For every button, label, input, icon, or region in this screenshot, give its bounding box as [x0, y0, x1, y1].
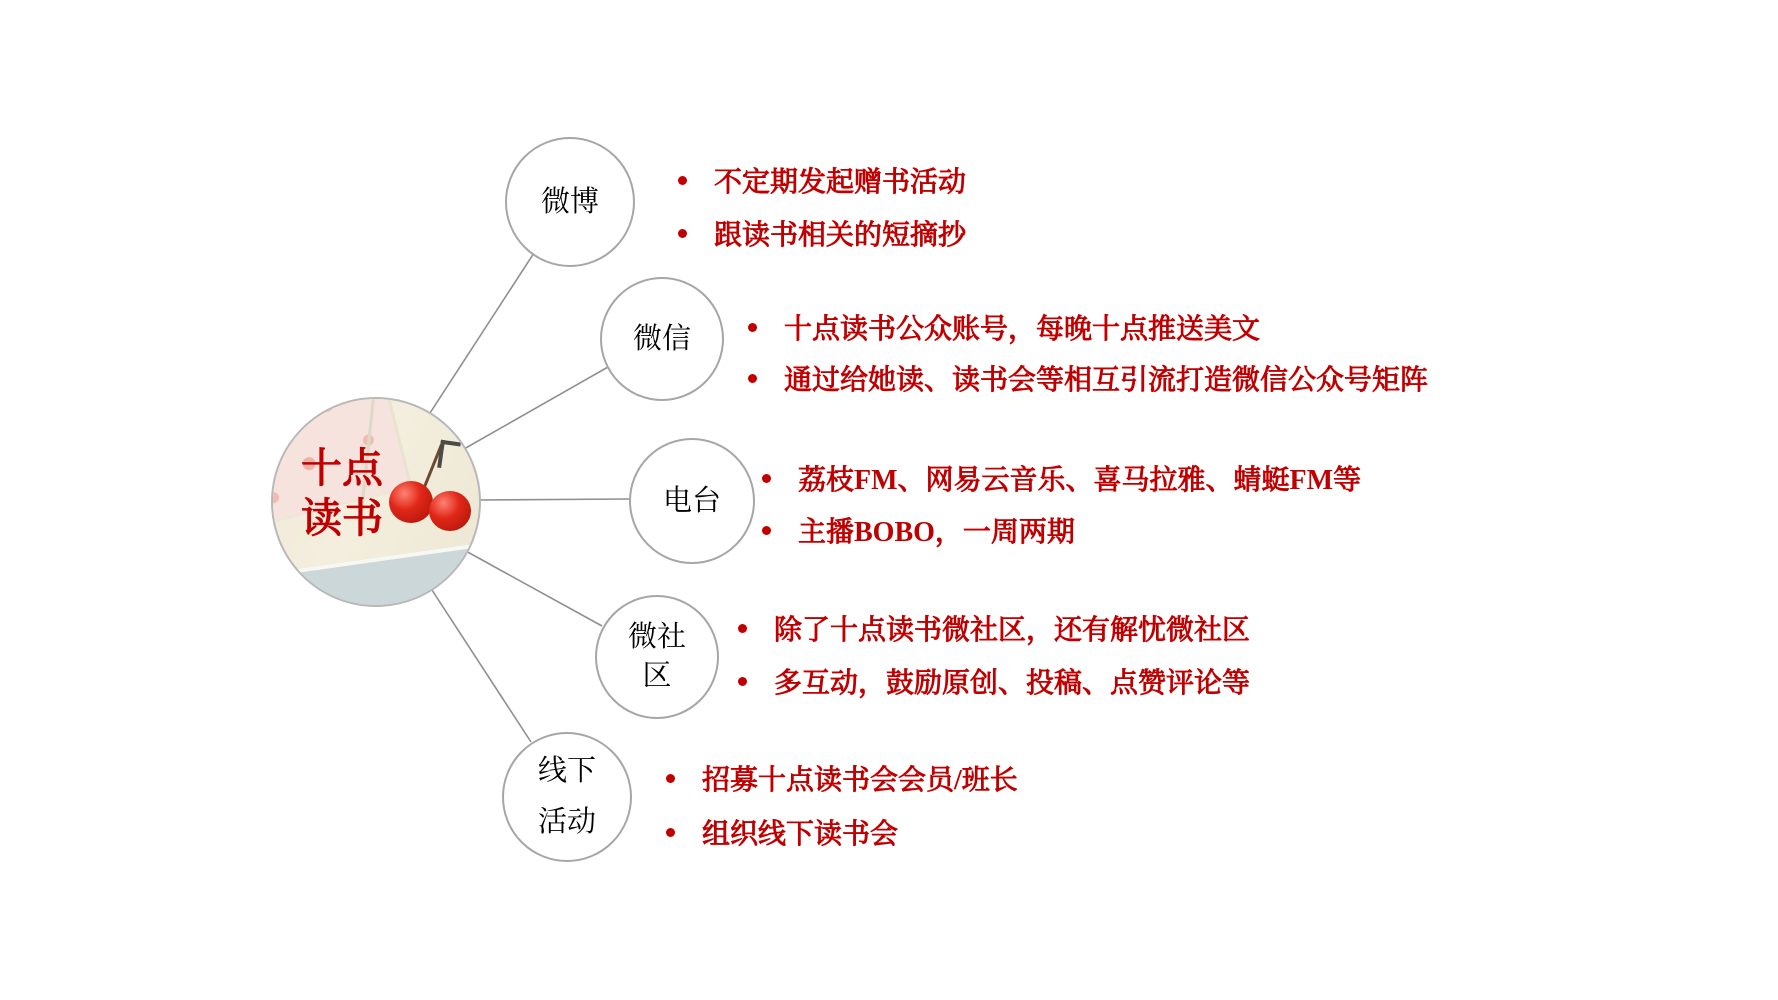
bullet-radio-2: [762, 510, 1075, 550]
center-label-line2: 读书: [301, 495, 383, 542]
node-radio: [629, 438, 755, 564]
center-label: [287, 443, 397, 543]
cherry-icon: [429, 491, 471, 531]
connector-wechat: [464, 367, 608, 449]
bullet-community-1: [738, 608, 1250, 648]
node-community: [595, 595, 719, 719]
bullet-dot-icon: [738, 677, 747, 686]
bullet-radio-1: [762, 458, 1361, 498]
bullet-dot-icon: [678, 176, 687, 185]
bullet-dot-icon: [666, 774, 675, 783]
node-community-label-line2: 区: [642, 660, 672, 692]
center-label-line1: 十点: [301, 445, 383, 491]
connector-weibo: [430, 253, 534, 413]
node-wechat: [600, 277, 724, 401]
bullet-offline-2: [666, 812, 898, 852]
connector-offline: [430, 587, 531, 742]
connector-community: [464, 550, 602, 626]
bullet-text: 多互动，鼓励原创、投稿、点赞评论等: [774, 668, 1251, 699]
bullet-text: 荔枝FM、网易云音乐、喜马拉雅、蜻蜓FM等: [798, 465, 1362, 496]
bullet-text: 招募十点读书会会员/班长: [702, 765, 1018, 796]
bullet-text: 主播BOBO，一周两期: [798, 517, 1075, 548]
bullet-offline-1: [666, 758, 1018, 798]
bullet-text: 不定期发起赠书活动: [714, 167, 967, 198]
bullet-dot-icon: [678, 229, 687, 238]
bullet-dot-icon: [748, 323, 757, 332]
bullet-community-2: [738, 661, 1250, 701]
bullet-weibo-2: [678, 213, 966, 253]
node-offline: [502, 732, 632, 862]
bullet-wechat-2: [748, 358, 1428, 398]
bullet-dot-icon: [748, 374, 757, 383]
bullet-text: 跟读书相关的短摘抄: [714, 220, 967, 251]
photo-clip: [437, 440, 461, 471]
node-offline-label-line2: 活动: [537, 806, 596, 838]
node-wechat-label: 微信: [632, 322, 691, 355]
node-weibo: [505, 137, 635, 267]
bullet-dot-icon: [762, 526, 771, 535]
bullet-text: 除了十点读书微社区，还有解忧微社区: [774, 615, 1251, 646]
node-offline-label-line1: 线下: [537, 755, 596, 788]
bullet-dot-icon: [666, 828, 675, 837]
photo-book-cover: [271, 540, 481, 607]
node-radio-label: 电台: [662, 484, 721, 517]
bullet-dot-icon: [738, 624, 747, 633]
node-community-label-line1: 微社: [627, 620, 686, 653]
bullet-dot-icon: [762, 474, 771, 483]
center-node: [271, 397, 481, 607]
node-weibo-label: 微博: [540, 185, 599, 218]
bullet-wechat-1: [748, 307, 1260, 347]
bullet-text: 十点读书公众账号，每晚十点推送美文: [784, 314, 1261, 345]
bullet-text: 组织线下读书会: [702, 819, 899, 850]
bullet-text: 通过给她读、读书会等相互引流打造微信公众号矩阵: [784, 365, 1429, 396]
connector-radio: [477, 499, 629, 500]
bullet-weibo-1: [678, 160, 966, 200]
